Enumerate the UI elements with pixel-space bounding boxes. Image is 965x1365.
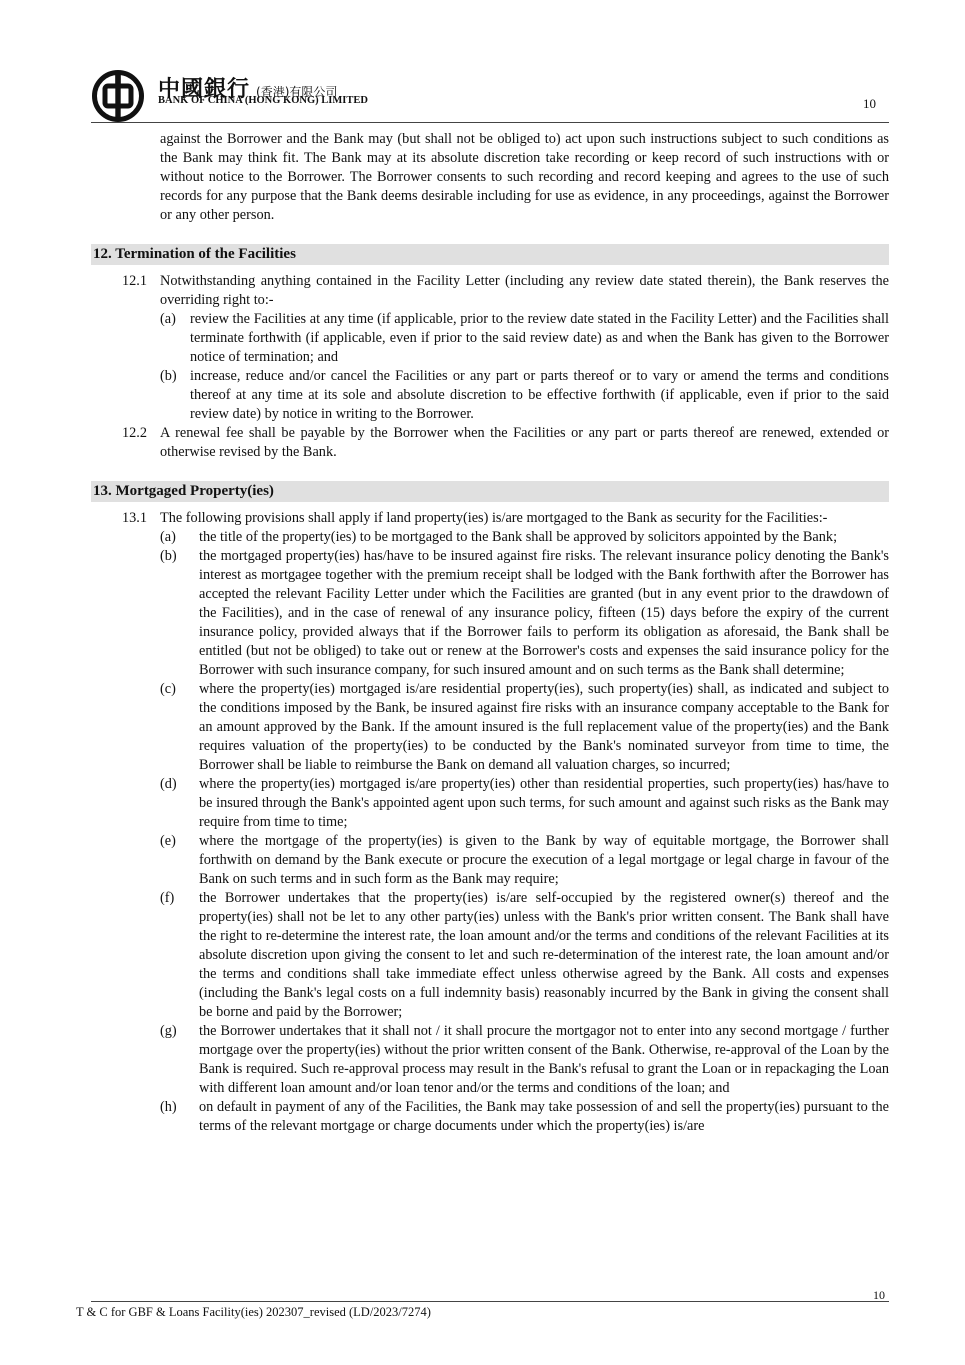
section-13-heading: 13. Mortgaged Property(ies): [91, 481, 889, 502]
brand-name-chinese: 中國銀行 (香港)有限公司: [158, 77, 338, 102]
clause-number: 13.1: [122, 510, 148, 526]
item-label: (h): [160, 1099, 177, 1115]
item-label: (a): [160, 311, 176, 327]
list-item: [91, 889, 889, 1022]
page-number-bottom: 10: [873, 1288, 885, 1302]
item-text: increase, reduce and/or cancel the Facilities or any part or parts thereof or to vary or amend the terms and conditions thereof at any time at its sole and absolute discretion to be effective forthwith (if applicable, even if prior to the said review date) by notice in writing to the Borrower.: [190, 368, 889, 422]
item-label: (f): [160, 890, 175, 906]
brand-name-english: BANK OF CHINA (HONG KONG) LIMITED: [158, 95, 368, 106]
page-number-top: 10: [863, 96, 876, 111]
item-text: where the mortgage of the property(ies) is given to the Bank by way of equitable mortgage, the Borrower shall forthwith on demand by the Bank execute or procure the execution of a legal mortgage or legal charge in favour of the Bank on such terms and in such form as the Bank may require;: [199, 833, 889, 887]
item-label: (g): [160, 1023, 177, 1039]
clause-13-1-items: [91, 528, 889, 1136]
item-text: on default in payment of any of the Facilities, the Bank may take possession of and sell the property(ies) pursuant to the terms of the relevant mortgage or charge documents under which the property(ies) is/are: [199, 1099, 889, 1134]
item-text: the Borrower undertakes that it shall not / it shall procure the mortgagor not to enter into any second mortgage / further mortgage over the property(ies) without the prior written consent of the Bank. Otherwise, re-approval of the Loan by the Bank is required. Such re-approval process may result in the Bank's refusal to grant the Loan or in repackaging the Loan with different loan amount and/or loan tenor and/or the terms and conditions of the loan; and: [199, 1023, 890, 1096]
clause-13-1: [91, 509, 889, 528]
clause-12-1-items: [91, 310, 889, 424]
item-label: (d): [160, 776, 177, 792]
list-item: [91, 528, 889, 547]
list-item: [91, 1098, 889, 1136]
item-text: the Borrower undertakes that the property(ies) is/are self-occupied by the registered owner(s) thereof and the property(ies) shall not be let to any other party(ies) unless with the Bank's prior written consent. The Bank shall have the right to re-determine the interest rate, the loan amount and/or the terms and conditions of the relevant Facilities at its absolute discretion upon giving the consent to let and such re-determination of the interest rate, the loan amount and/or the terms and conditions shall take immediate effect unless otherwise agreed by the Bank. All costs and expenses (including the Bank's legal costs on a full indemnity basis) reasonably incurred by the Bank in giving the consent shall be borne and paid by the Borrower;: [199, 890, 889, 1020]
list-item: [91, 775, 889, 832]
bank-logo-icon: [92, 70, 144, 122]
list-item: [91, 367, 889, 424]
list-item: [91, 1022, 889, 1098]
clause-number: 12.2: [122, 425, 148, 441]
item-text: the title of the property(ies) to be mortgaged to the Bank shall be approved by solicitors appointed by the Bank;: [199, 529, 838, 545]
list-item: [91, 547, 889, 680]
item-text: where the property(ies) mortgaged is/are residential property(ies), such property(ies) shall, as indicated and subject to the conditions imposed by the Bank, be insured against fire risks with an insurance company acceptable to the Bank for an amount approved by the Bank. If the amount insured is the full replacement value of the property(ies) and the Bank requires valuation of the property(ies) to be conducted by the Bank's nominated surveyor from time to time, the Borrower shall be liable to reimburse the Bank on demand all valuation charges, so incurred;: [199, 681, 889, 773]
item-label: (c): [160, 681, 176, 697]
brand-name-chinese-suffix: (香港)有限公司: [256, 85, 338, 99]
continuation-paragraph: against the Borrower and the Bank may (but shall not be obliged to) act upon such instructions subject to such conditions as the Bank may think fit. The Bank may at its absolute discretion take recording or keep record of such instructions with or without notice to the Borrower. The Borrower consents to such recording and record keeping and agrees to the use of such records for any purpose that the Bank deems desirable including for use as evidence, in any proceedings, against the Borrower or any other person.: [160, 131, 889, 223]
footer-document-reference: T & C for GBF & Loans Facility(ies) 202307_revised (LD/2023/7274): [76, 1305, 431, 1319]
list-item: [91, 832, 889, 889]
item-text: the mortgaged property(ies) has/have to be insured against fire risks. The relevant insurance policy denoting the Bank's interest as mortgagee together with the premium receipt shall be lodged with the Bank forthwith after the Borrower has accepted the relevant Facility Letter under which the Facilities are granted (but in any event prior to the drawdown of the Facilities), and in the case of renewal of any insurance policy, fifteen (15) days before the expiry of the current insurance policy, provided always that if the Borrower fails to perform its obligation as aforesaid, the Bank shall be entitled (but not be obliged) to take out or renew at the Borrower's costs and expenses the said insurance policy for the Borrower with such insurance company, for such insured amount and on such terms as the Bank shall determine;: [199, 548, 889, 678]
document-body: [91, 130, 889, 1136]
item-text: where the property(ies) mortgaged is/are property(ies) other than residential properties, such property(ies) has/have to be insured through the Bank's appointed agent upon such terms, for such amount and against such risks as the Bank may require from time to time;: [199, 776, 889, 830]
item-label: (e): [160, 833, 176, 849]
item-text: review the Facilities at any time (if applicable, prior to the review date stated in the Facility Letter) and the Facilities shall terminate forthwith (if applicable, even if prior to the said review date) as and when the Bank has given to the Borrower notice of termination; and: [190, 311, 889, 365]
section-12-heading: 12. Termination of the Facilities: [91, 244, 889, 265]
list-item: [91, 310, 889, 367]
clause-text: Notwithstanding anything contained in the Facility Letter (including any review date stated therein), the Bank reserves the overriding right to:-: [160, 273, 889, 308]
clause-12-1: [91, 272, 889, 310]
footer-divider: [91, 1301, 889, 1302]
list-item: [91, 680, 889, 775]
item-label: (b): [160, 368, 177, 384]
item-label: (b): [160, 548, 177, 564]
header-divider: [91, 122, 889, 123]
clause-text: The following provisions shall apply if land property(ies) is/are mortgaged to the Bank as security for the Facilities:-: [160, 510, 828, 526]
clause-number: 12.1: [122, 273, 148, 289]
item-label: (a): [160, 529, 176, 545]
clause-12-2: [91, 424, 889, 462]
clause-text: A renewal fee shall be payable by the Borrower when the Facilities or any part or parts thereof are renewed, extended or otherwise revised by the Bank.: [160, 425, 889, 460]
